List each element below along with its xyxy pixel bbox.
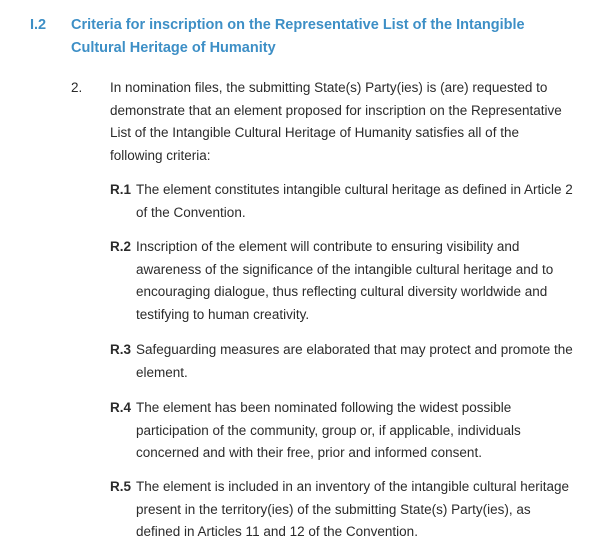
criterion-text: The element has been nominated following the widest possible participation of the community, group or, if applicable, individuals concerned and with their free, prior and informed consent. — [136, 400, 521, 460]
paragraph-text: In nomination files, the submitting State(s) Party(ies) is (are) requested to demonstrate that an element proposed for inscription on the Representative List of the Intangible Cultural Heritage of Humanity satisfies all of the following criteria: — [110, 80, 562, 163]
criterion-code: R.3 — [110, 342, 132, 357]
criterion-code: R.1 — [110, 182, 132, 197]
criterion-code: R.4 — [110, 400, 132, 415]
criterion-code: R.5 — [110, 479, 132, 494]
section-number: I.2 — [30, 17, 47, 33]
paragraph-number: 2. — [71, 80, 83, 95]
criterion-text: The element constitutes intangible cultural heritage as defined in Article 2 of the Convention. — [136, 182, 573, 220]
criterion-text: Safeguarding measures are elaborated that may protect and promote the element. — [136, 342, 573, 380]
criterion-code: R.2 — [110, 239, 132, 254]
criterion-text: The element is included in an inventory of the intangible cultural heritage present in the territory(ies) of the submitting State(s) Party(ies), as defined in Articles 11 and 12 of the Convention. — [136, 479, 570, 539]
section-title: Criteria for inscription on the Representative List of the Intangible Cultural Heritage of Humanity — [71, 17, 525, 56]
criterion-text: Inscription of the element will contribute to ensuring visibility and awareness of the significance of the intangible cultural heritage and to encouraging dialogue, thus reflecting cultural diversity worldwide and testifying to human creativity. — [136, 239, 554, 322]
